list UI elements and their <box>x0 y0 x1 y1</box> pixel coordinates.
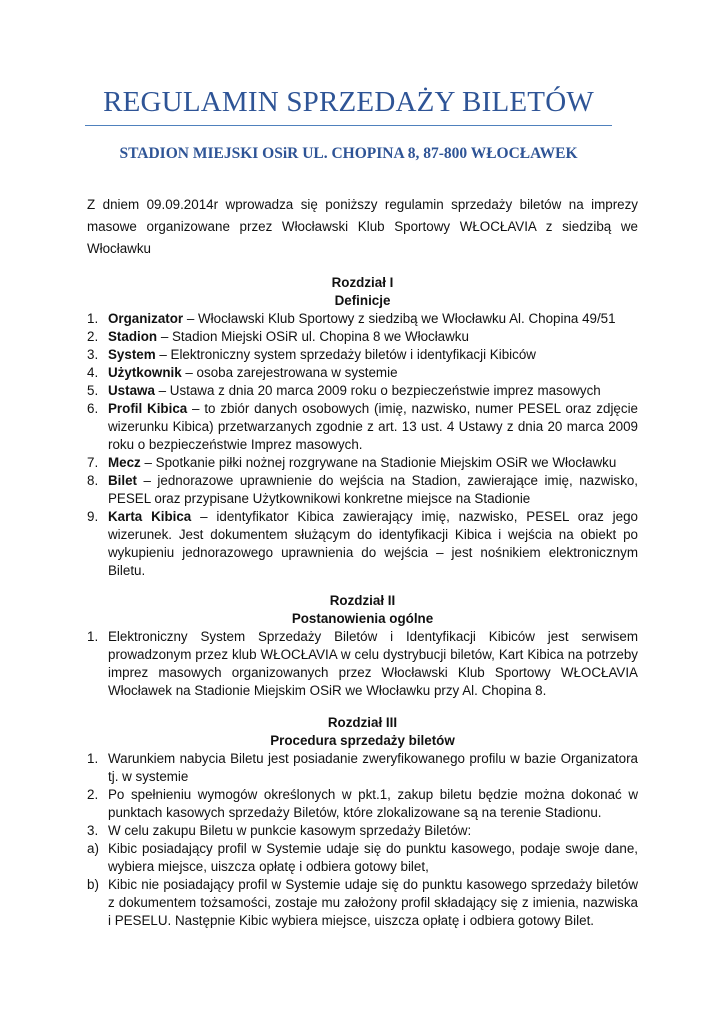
list-item-number: 1. <box>87 311 99 326</box>
section-list <box>87 310 638 580</box>
list-item-text: Kibic posiadający profil w Systemie udaje się do punktu kasowego, podaje swoje dane, wybiera miejsce, uiszcza opłatę i odbiera gotowy bilet, <box>108 841 638 874</box>
list-item <box>87 786 638 822</box>
list-item-text: Warunkiem nabycia Biletu jest posiadanie zweryfikowanego profilu w bazie Organizatora tj. w systemie <box>108 751 638 784</box>
section-heading: Definicje <box>334 293 391 308</box>
list-item <box>87 508 638 580</box>
section-heading: Postanowienia ogólne <box>291 611 434 626</box>
list-item <box>87 328 638 346</box>
section-heading: Procedura sprzedaży biletów <box>270 733 455 748</box>
list-item-number: 2. <box>87 329 99 344</box>
list-item-text: – identyfikator Kibica zawierający imię, nazwisko, PESEL oraz jego wizerunek. Jest dokumentem służącym do identyfikacji Kibica i wejścia na obiekt po wykupieniu jednorazowego uprawnienia do wejścia – jest nośnikiem elektronicznym Biletu. <box>108 509 638 578</box>
list-item-number: 8. <box>87 473 99 488</box>
list-item <box>87 472 638 508</box>
section-2 <box>87 592 638 700</box>
list-item-number: 9. <box>87 509 99 524</box>
list-item-term: Użytkownik <box>108 365 182 380</box>
list-item-number: b) <box>87 877 99 892</box>
list-item <box>87 382 638 400</box>
list-item-term: Karta Kibica <box>108 509 192 524</box>
list-item-text: – osoba zarejestrowana w systemie <box>181 365 398 380</box>
section-list <box>87 750 638 930</box>
list-item <box>87 346 638 364</box>
list-item-term: Mecz <box>108 455 141 470</box>
list-item <box>87 750 638 786</box>
list-item <box>87 310 638 328</box>
list-item <box>87 840 638 876</box>
list-item-term: Ustawa <box>108 383 155 398</box>
list-item-text: – Stadion Miejski OSiR ul. Chopina 8 we Włocławku <box>157 329 469 344</box>
list-item <box>87 400 638 454</box>
list-item-number: 4. <box>87 365 99 380</box>
section-1 <box>87 274 638 580</box>
title-divider <box>85 125 612 126</box>
list-item-term: Organizator <box>108 311 184 326</box>
list-item-text: – Ustawa z dnia 20 marca 2009 roku o bezpieczeństwie imprez masowych <box>154 383 601 398</box>
list-item-text: Elektroniczny System Sprzedaży Biletów i Identyfikacji Kibiców jest serwisem prowadzonym przez klub WŁOCŁAVIA w celu dystrybucji biletów, Kart Kibica na potrzeby imprez masowych organizowanych przez Włocławski Klub Sportowy WŁOCŁAVIA Włocławek na Stadionie Miejskim OSiR we Włocławku przy Al. Chopina 8. <box>108 629 638 698</box>
section-chapter: Rozdział II <box>329 593 396 608</box>
list-item-term: Profil Kibica <box>108 401 188 416</box>
list-item-text: – Elektroniczny system sprzedaży biletów i identyfikacji Kibiców <box>155 347 536 362</box>
list-item-text: W celu zakupu Biletu w punkcie kasowym sprzedaży Biletów: <box>108 823 472 838</box>
list-item-text: Kibic nie posiadający profil w Systemie udaje się do punktu kasowego sprzedaży biletów z dokumentem tożsamości, zostaje mu założony profil składający się z imienia, nazwiska i PESELU. Następnie Kibic wybiera miejsce, uiszcza opłatę i odbiera gotowy Bilet. <box>108 877 638 928</box>
list-item-text: – to zbiór danych osobowych (imię, nazwisko, numer PESEL oraz zdjęcie wizerunku Kibica) przetwarzanych zgodnie z art. 13 ust. 4 Ustawy z dnia 20 marca 2009 roku o bezpieczeństwie Imprez masowych. <box>108 401 638 452</box>
list-item-number: 2. <box>87 787 99 802</box>
list-item-number: a) <box>87 841 99 856</box>
list-item <box>87 364 638 382</box>
list-item-number: 5. <box>87 383 99 398</box>
list-item <box>87 454 638 472</box>
section-3 <box>87 714 638 930</box>
list-item-number: 6. <box>87 401 99 416</box>
list-item-text: – jednorazowe uprawnienie do wejścia na Stadion, zawierające imię, nazwisko, PESEL oraz przypisane Użytkownikowi konkretne miejsce na Stadionie <box>108 473 638 506</box>
list-item <box>87 876 638 930</box>
intro-paragraph: Z dniem 09.09.2014r wprowadza się poniższy regulamin sprzedaży biletów na imprezy masowe organizowane przez Włocławski Klub Sportowy WŁOCŁAVIA z siedzibą we Włocławku <box>87 197 638 256</box>
section-chapter: Rozdział I <box>331 275 394 290</box>
list-item-text: – Spotkanie piłki nożnej rozgrywane na Stadionie Miejskim OSiR we Włocławku <box>140 455 617 470</box>
list-item-number: 1. <box>87 629 99 644</box>
list-item-number: 3. <box>87 823 99 838</box>
list-item-text: – Włocławski Klub Sportowy z siedzibą we Włocławku Al. Chopina 49/51 <box>183 311 616 326</box>
list-item <box>87 822 638 840</box>
list-item-text: Po spełnieniu wymogów określonych w pkt.1, zakup biletu będzie można dokonać w punktach kasowych sprzedaży Biletów, które zlokalizowane są na terenie Stadionu. <box>108 787 638 820</box>
list-item-number: 3. <box>87 347 99 362</box>
page-title: REGULAMIN SPRZEDAŻY BILETÓW <box>103 86 594 118</box>
section-chapter: Rozdział III <box>327 715 398 730</box>
page-subtitle: STADION MIEJSKI OSiR UL. CHOPINA 8, 87-800 WŁOCŁAWEK <box>119 145 578 162</box>
list-item-number: 7. <box>87 455 99 470</box>
list-item-term: Bilet <box>108 473 138 488</box>
list-item-term: System <box>108 347 156 362</box>
section-list <box>87 628 638 700</box>
list-item-term: Stadion <box>108 329 158 344</box>
list-item <box>87 628 638 700</box>
list-item-number: 1. <box>87 751 99 766</box>
